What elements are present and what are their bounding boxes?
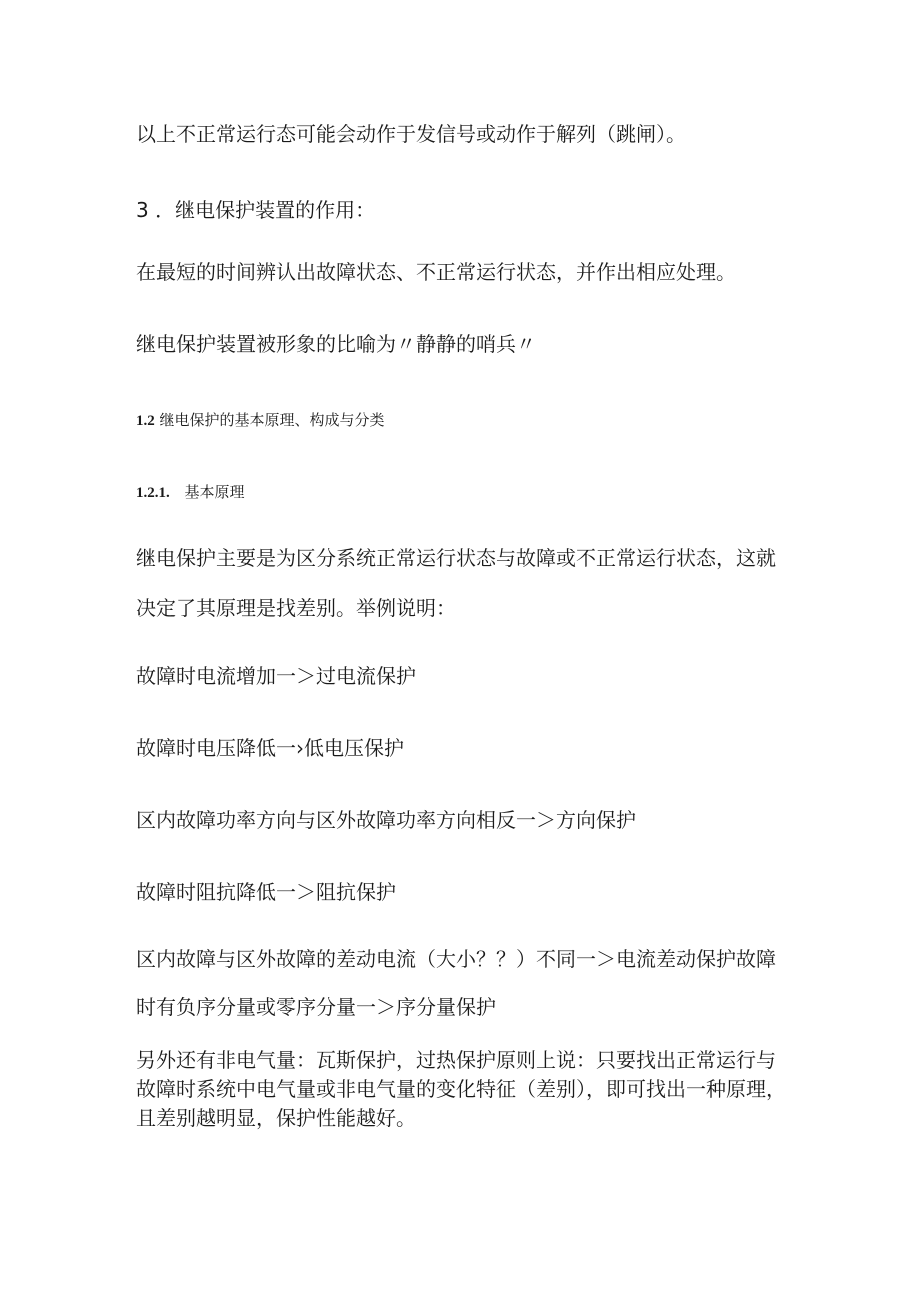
text-line-device-function: 在最短的时间辨认出故障状态、不正常运行状态，并作出相应处理。 [136, 260, 736, 284]
text-line-example-sequence: 时有负序分量或零序分量一＞序分量保护 [136, 995, 496, 1019]
heading-1-2-1-number: 1.2.1. [136, 485, 170, 501]
text-line-principle-b: 决定了其原理是找差别。举例说明： [136, 596, 456, 620]
text-line-example-impedance: 故障时阻抗降低一＞阻抗保护 [136, 880, 396, 904]
text-line-example-directional: 区内故障功率方向与区外故障功率方向相反一＞方向保护 [136, 808, 636, 832]
text-line-example-undervoltage: 故障时电压降低一›低电压保护 [136, 736, 404, 760]
text-line-example-overcurrent: 故障时电流增加一＞过电流保护 [136, 664, 416, 688]
text-line-abnormal-state: 以上不正常运行态可能会动作于发信号或动作于解列（跳闸）。 [136, 122, 686, 146]
heading-1-2-1 [136, 481, 245, 504]
paragraph-non-electrical: 另外还有非电气量：瓦斯保护，过热保护原则上说：只要找出正常运行与故障时系统中电气量或非电气量的变化特征（差别），即可找出一种原理，且差别越明显，保护性能越好。 [136, 1048, 786, 1130]
text-line-section-3-title: 3 ．继电保护装置的作用： [136, 198, 376, 222]
heading-1-2-number: 1.2 [136, 413, 155, 429]
text-line-principle-a: 继电保护主要是为区分系统正常运行状态与故障或不正常运行状态，这就 [136, 546, 776, 570]
text-line-example-differential: 区内故障与区外故障的差动电流（大小？？）不同一＞电流差动保护故障 [136, 947, 776, 971]
text-line-sentinel-metaphor: 继电保护装置被形象的比喻为〃静静的哨兵〃 [136, 332, 536, 356]
heading-1-2 [136, 409, 385, 432]
heading-1-2-1-text: 基本原理 [184, 483, 245, 501]
heading-1-2-text: 继电保护的基本原理、构成与分类 [159, 411, 385, 429]
